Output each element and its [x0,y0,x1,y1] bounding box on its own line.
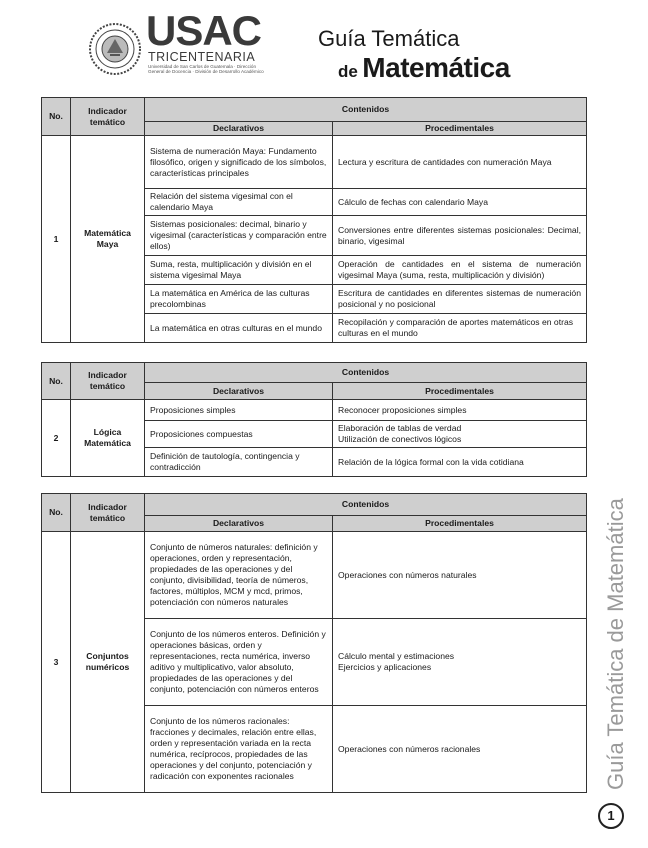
procedural-cell: Cálculo de fechas con calendario Maya [333,189,587,216]
block-number: 1 [42,136,71,343]
declarative-cell: La matemática en otras culturas en el mundo [145,314,333,343]
declarative-cell: Conjunto de números naturales: definición y operaciones, orden y representación, propiedades de las operaciones y del conjunto, divisibilidad, teoría de números, factores, múltiplos, MCM y mcd, primos, potenciación con números naturales [145,532,333,619]
procedural-cell: Escritura de cantidades en diferentes sistemas de numeración posicional y no posicional [333,285,587,314]
col-indicator-header: Indicador temático [71,98,145,136]
col-declarative-header: Declarativos [145,516,333,532]
page-number: 1 [598,803,624,829]
col-indicator-header: Indicador temático [71,363,145,400]
col-contents-header: Contenidos [145,98,587,122]
procedural-cell: Lectura y escritura de cantidades con numeración Maya [333,136,587,189]
col-contents-header: Contenidos [145,363,587,383]
procedural-cell: Operación de cantidades en el sistema de numeración vigesimal Maya (suma, resta, multiplicación y división) [333,256,587,285]
content-table-2 [41,362,587,477]
col-procedural-header: Procedimentales [333,516,587,532]
col-indicator-header: Indicador temático [71,494,145,532]
procedural-cell: Cálculo mental y estimaciones Ejercicios y aplicaciones [333,619,587,706]
table-row [42,400,587,421]
guide-title-line1: Guía Temática [318,26,460,51]
declarative-cell: Conjunto de los números racionales: fracciones y decimales, relación entre ellas, orden y representación variada en la recta numérica, recíprocos, propiedades de las operaciones y del conjunto, potenciación y radicación con exponentes racionales [145,706,333,793]
col-declarative-header: Declarativos [145,383,333,400]
declarative-cell: La matemática en América de las culturas precolombinas [145,285,333,314]
procedural-cell: Operaciones con números naturales [333,532,587,619]
block-indicator: Matemática Maya [71,136,145,343]
col-declarative-header: Declarativos [145,122,333,136]
guide-title-subject: Matemática [362,52,510,83]
col-contents-header: Contenidos [145,494,587,516]
procedural-cell: Recopilación y comparación de aportes matemáticos en otras culturas en el mundo [333,314,587,343]
content-table-1 [41,97,587,343]
declarative-cell: Relación del sistema vigesimal con el calendario Maya [145,189,333,216]
block-number: 2 [42,400,71,477]
procedural-cell: Elaboración de tablas de verdad Utilización de conectivos lógicos [333,421,587,448]
procedural-cell: Reconocer proposiciones simples [333,400,587,421]
col-procedural-header: Procedimentales [333,122,587,136]
block-indicator: Lógica Matemática [71,400,145,477]
declarative-cell: Conjunto de los números enteros. Definición y operaciones básicas, orden y representaciones, recta numérica, inverso aditivo y multiplicativo, valor absoluto, propiedades de las operaciones y del conjunto, potenciación con números enteros [145,619,333,706]
declarative-cell: Sistemas posicionales: decimal, binario y vigesimal (características y comparación entre ellos) [145,216,333,256]
block-number: 3 [42,532,71,793]
brand-tricentenaria: TRICENTENARIA [148,50,256,64]
procedural-cell: Conversiones entre diferentes sistemas posicionales: Decimal, binario, vigesimal [333,216,587,256]
declarative-cell: Proposiciones compuestas [145,421,333,448]
guide-title-de: de [338,62,358,81]
content-table-3 [41,493,587,793]
brand-caption: Universidad de San Carlos de Guatemala · Dirección General de Docencia · División de Desarrollo Académico [148,64,264,75]
col-no-header: No. [42,98,71,136]
brand-usac: USAC [146,7,262,54]
side-title: Guía Temática de Matemática [603,498,628,790]
declarative-cell: Definición de tautología, contingencia y contradicción [145,448,333,477]
col-procedural-header: Procedimentales [333,383,587,400]
table-row [42,136,587,189]
block-indicator: Conjuntos numéricos [71,532,145,793]
table-row [42,532,587,619]
procedural-cell: Relación de la lógica formal con la vida cotidiana [333,448,587,477]
declarative-cell: Sistema de numeración Maya: Fundamento filosófico, origen y significado de los símbolos, características principales [145,136,333,189]
col-no-header: No. [42,363,71,400]
university-seal-icon [88,22,142,76]
col-no-header: No. [42,494,71,532]
procedural-cell: Operaciones con números racionales [333,706,587,793]
declarative-cell: Suma, resta, multiplicación y división en el sistema vigesimal Maya [145,256,333,285]
guide-title-line2 [338,54,510,82]
declarative-cell: Proposiciones simples [145,400,333,421]
